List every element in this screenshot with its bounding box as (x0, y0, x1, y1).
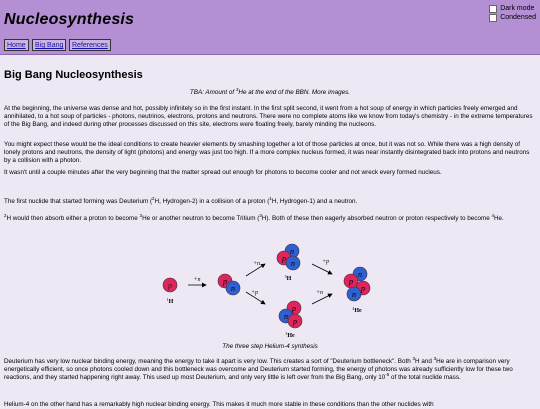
diagram-caption: The three step Helium-4 synthesis (222, 343, 318, 350)
paragraph-cooling: It wasn't until a couple minutes after the very beginning that the matter spread out enough for photons to become cooler and not wreck every formed nucleus. (4, 169, 442, 176)
svg-text:p: p (168, 281, 172, 290)
dark-mode-label: Dark mode (500, 5, 535, 12)
condensed-label: Condensed (500, 14, 536, 21)
plus-p-label: +p (251, 290, 259, 296)
dark-mode-checkbox[interactable] (489, 5, 497, 13)
page-heading: Big Bang Nucleosynthesis (4, 69, 143, 81)
svg-text:n: n (358, 270, 362, 279)
plus-n-label-2: +n (253, 261, 261, 267)
paragraph-bottleneck: Deuterium has very low nuclear binding energy, meaning the energy to take it apart is very low. This creates a sort of "Deuterium bottleneck". Both $^3$H and $^3$He are in comparison very energetically efficient, so once photons cooled down and this bottleneck was overcome and Deuterium started forming, the energy of photons was already sufficiently low for these two reactions, and they started happening right away. This used up most Deuterium, and only very little is left over from the Big Bang, only $10^{-5}$ of the total nuclide mass. (4, 355, 513, 381)
svg-text:p: p (282, 254, 286, 263)
nav-references-link[interactable]: References (69, 39, 111, 51)
display-options (489, 4, 536, 22)
he3-label: $^3$He (285, 331, 295, 339)
he4-label: $^4$He (352, 306, 362, 314)
deuterium-nucleus (218, 274, 240, 295)
proton-h1 (163, 278, 177, 292)
svg-text:p: p (292, 304, 296, 313)
paragraph-deuterium: The first nuclide that started forming was Deuterium ($^2$H, Hydrogen-2) in a collision of a proton ($^1$H, Hydrogen-1) and a neutron. (4, 195, 358, 205)
condensed-checkbox[interactable] (489, 14, 497, 22)
plus-n-label: +n (193, 277, 201, 283)
condensed-toggle[interactable] (489, 13, 536, 22)
plus-p-label-2: +p (322, 259, 330, 265)
nav-big-bang-link[interactable]: Big Bang (32, 39, 66, 51)
svg-text:p: p (293, 317, 297, 326)
h1-label: $^1$H (166, 297, 174, 305)
svg-text:p: p (223, 277, 227, 286)
svg-text:n: n (352, 290, 356, 299)
paragraph-conditions: You might expect these would be the ideal conditions to create heavier elements by smashing together a lot of those particles at once, but it was not so. While there was a high density of lonely protons and neutrons, the density of light (photons) and energy was just too high. If a more complex nucleus formed, it was near instantly disintegrated back into protons and neutrons by a collision with a photon. (4, 141, 530, 164)
svg-text:p: p (349, 277, 353, 286)
paragraph-helium4: Helium-4 on the other hand has a remarkably high nuclear binding energy. This makes it much more stable in these conditions than the other nuclides with (4, 401, 434, 408)
paragraph-tritium: $^2$H would then absorb either a proton to become $^3$He or another neutron to become Tritium ($^3$H). Both of these then eagerly absorbed neutron or proton respectively to become $^4$He. (4, 212, 504, 222)
helium3-nucleus (279, 301, 302, 328)
helium4-nucleus (344, 267, 370, 301)
svg-text:n: n (290, 247, 294, 256)
svg-text:n: n (231, 284, 235, 293)
site-title: Nucleosynthesis (4, 11, 135, 28)
nav-home-link[interactable]: Home (4, 39, 29, 51)
paragraph-intro: At the beginning, the universe was dense and hot, possibly infinitely so in the first instant. In the first split second, it went from a hot soup of energy in which particles freely emerged and annihilated, to a hot soup of particles - photons, neutrinos, electrons, protons and neutrons. There were no complete atoms like we know from today's chemistry - in the extreme temperatures of the Big Bang, and indeed during other processes discussed on this site, electrons were floating freely, barely minding the nucleons. (4, 105, 533, 128)
tba-note: TBA: Amount of $^3$He at the end of the BBN. More images. (189, 86, 351, 96)
tritium-nucleus (277, 244, 300, 270)
svg-text:n: n (291, 259, 295, 268)
helium-synthesis-diagram (150, 236, 390, 339)
h3-label: $^3$H (284, 274, 292, 282)
svg-text:n: n (284, 312, 288, 321)
plus-n-label-3: +n (316, 290, 324, 296)
arrow-4 (312, 264, 332, 274)
svg-text:p: p (361, 284, 365, 293)
dark-mode-toggle[interactable] (489, 4, 536, 13)
